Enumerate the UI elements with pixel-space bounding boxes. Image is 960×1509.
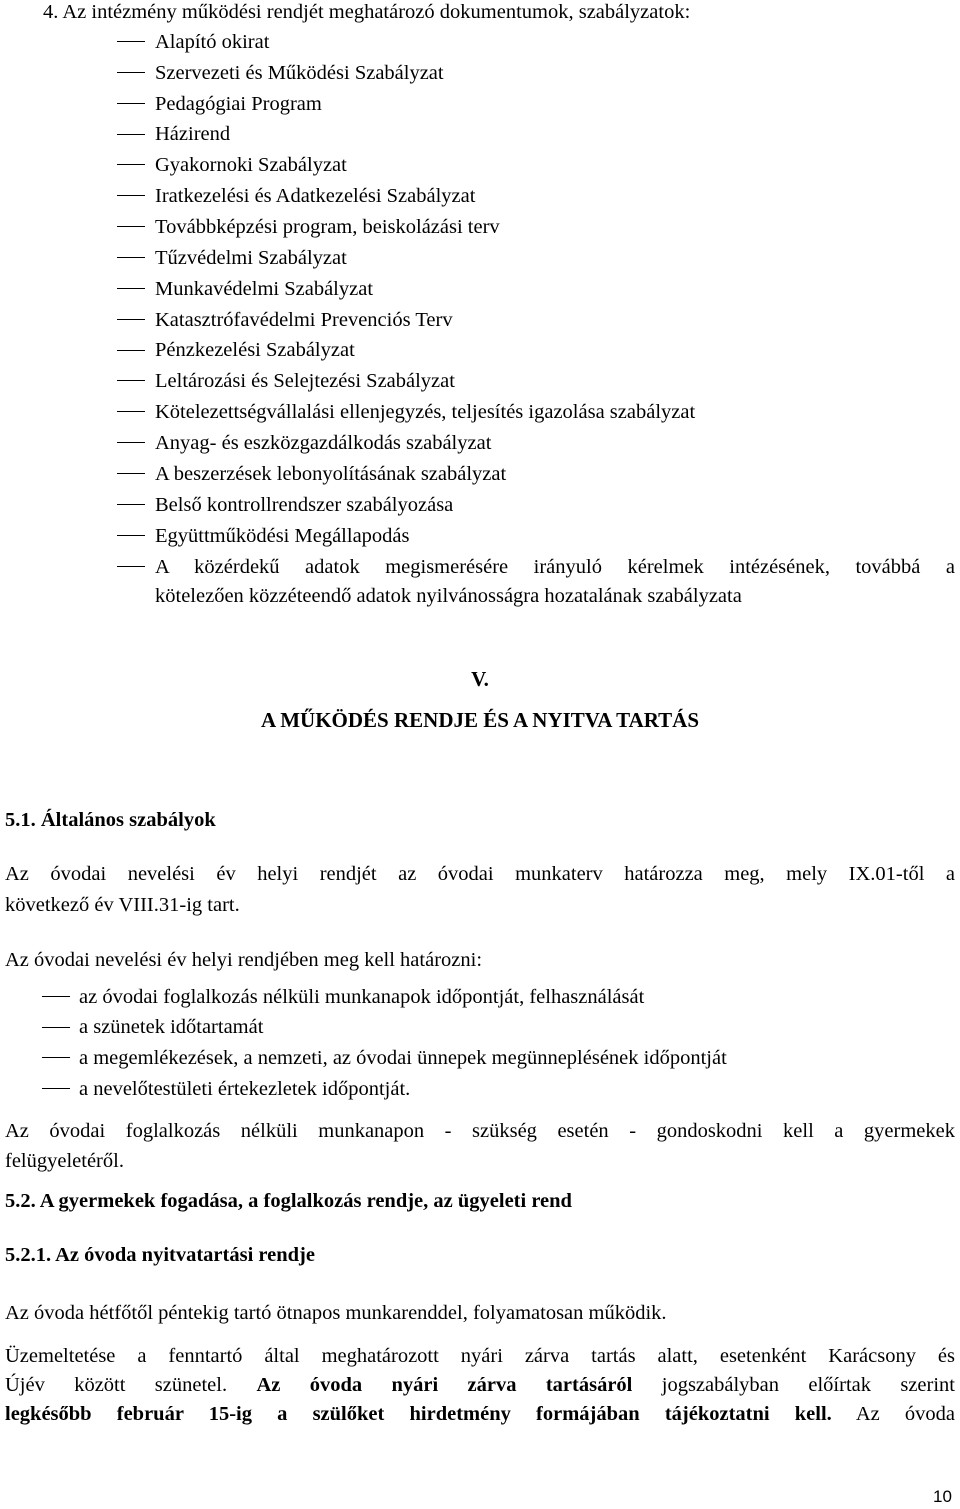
dash-bullet: [117, 535, 145, 536]
text-run: Újév között szünetel.: [5, 1374, 228, 1396]
dash-bullet: [117, 566, 145, 567]
paragraph: Az óvodai nevelési év helyi rendjét az óvodai munkaterv határozza meg, mely IX.01-től a: [5, 863, 955, 885]
dash-bullet: [117, 134, 145, 135]
dash-bullet: [42, 1057, 70, 1058]
list-item: Leltározási és Selejtezési Szabályzat: [155, 370, 455, 392]
dash-bullet: [117, 72, 145, 73]
dash-bullet: [117, 103, 145, 104]
list-item: Anyag- és eszközgazdálkodás szabályzat: [155, 432, 492, 454]
dash-bullet: [117, 350, 145, 351]
list-item: Belső kontrollrendszer szabályozása: [155, 494, 454, 516]
dash-bullet: [42, 1088, 70, 1089]
dash-bullet: [117, 164, 145, 165]
paragraph-line-mixed: [5, 1404, 955, 1425]
section-5-1-heading: 5.1. Általános szabályok: [5, 809, 216, 831]
list-item: A közérdekű adatok megismerésére irányuló kérelmek intézésének, továbbá a: [155, 556, 955, 578]
dash-bullet: [117, 504, 145, 505]
dash-bullet: [42, 996, 70, 997]
list-item: a nevelőtestületi értekezletek időpontját.: [79, 1078, 411, 1100]
dash-bullet: [117, 41, 145, 42]
list-item: Alapító okirat: [155, 31, 270, 53]
text-run-bold: legkésőbb február 15-ig a szülőket hirdetmény formájában tájékoztatni kell.: [5, 1403, 832, 1425]
list-item: Pedagógiai Program: [155, 93, 322, 115]
dash-bullet: [117, 288, 145, 289]
paragraph: Az óvoda hétfőtől péntekig tartó ötnapos munkarenddel, folyamatosan működik.: [5, 1302, 667, 1324]
list-item: Pénzkezelési Szabályzat: [155, 339, 355, 361]
text-run-bold: Az óvoda nyári zárva tartásáról: [256, 1374, 633, 1396]
section-5-2-heading: 5.2. A gyermekek fogadása, a foglalkozás rendje, az ügyeleti rend: [5, 1190, 572, 1212]
dash-bullet: [117, 195, 145, 196]
dash-bullet: [117, 380, 145, 381]
list-item: az óvodai foglalkozás nélküli munkanapok időpontját, felhasználását: [79, 986, 645, 1008]
list-item: Kötelezettségvállalási ellenjegyzés, teljesítés igazolása szabályzat: [155, 401, 696, 423]
chapter-title: A MŰKÖDÉS RENDJE ÉS A NYITVA TARTÁS: [260, 708, 700, 732]
section-5-2-1-heading: 5.2.1. Az óvoda nyitvatartási rendje: [5, 1244, 315, 1266]
chapter-number: V.: [471, 667, 489, 691]
paragraph-continuation: következő év VIII.31-ig tart.: [5, 894, 240, 916]
dash-bullet: [42, 1027, 70, 1028]
paragraph-line-mixed: [5, 1375, 955, 1396]
text-run: Az óvoda: [855, 1403, 955, 1425]
dash-bullet: [117, 257, 145, 258]
paragraph-continuation: felügyeletéről.: [5, 1150, 124, 1172]
dash-bullet: [117, 442, 145, 443]
list-item: Gyakornoki Szabályzat: [155, 154, 347, 176]
page-number: 10: [933, 1487, 952, 1506]
list-item: Továbbképzési program, beiskolázási terv: [155, 216, 500, 238]
list-item: Tűzvédelmi Szabályzat: [155, 247, 347, 269]
list-item: Együttműködési Megállapodás: [155, 525, 410, 547]
section-4-heading: 4. Az intézmény működési rendjét meghatározó dokumentumok, szabályzatok:: [43, 1, 691, 23]
list-item: A beszerzések lebonyolításának szabályzat: [155, 463, 507, 485]
list-item-continuation: kötelezően közzéteendő adatok nyilvánosságra hozatalának szabályzata: [155, 585, 742, 607]
dash-bullet: [117, 473, 145, 474]
list-item: Iratkezelési és Adatkezelési Szabályzat: [155, 185, 476, 207]
dash-bullet: [117, 226, 145, 227]
list-item: Munkavédelmi Szabályzat: [155, 278, 374, 300]
dash-bullet: [117, 319, 145, 320]
text-run: jogszabályban előírtak szerint: [661, 1374, 955, 1396]
list-item: a megemlékezések, a nemzeti, az óvodai ünnepek megünneplésének időpontját: [79, 1047, 727, 1069]
dash-bullet: [117, 411, 145, 412]
list-item: Házirend: [155, 123, 231, 145]
list-item: Szervezeti és Működési Szabályzat: [155, 62, 444, 84]
paragraph: Az óvodai foglalkozás nélküli munkanapon - szükség esetén - gondoskodni kell a gyermekek: [5, 1120, 955, 1142]
list-item: Katasztrófavédelmi Prevenciós Terv: [155, 309, 453, 331]
list-item: a szünetek időtartamát: [79, 1016, 264, 1038]
paragraph: Üzemeltetése a fenntartó által meghatározott nyári zárva tartás alatt, esetenként Karácsony és: [5, 1345, 955, 1367]
paragraph: Az óvodai nevelési év helyi rendjében meg kell határozni:: [5, 949, 483, 971]
